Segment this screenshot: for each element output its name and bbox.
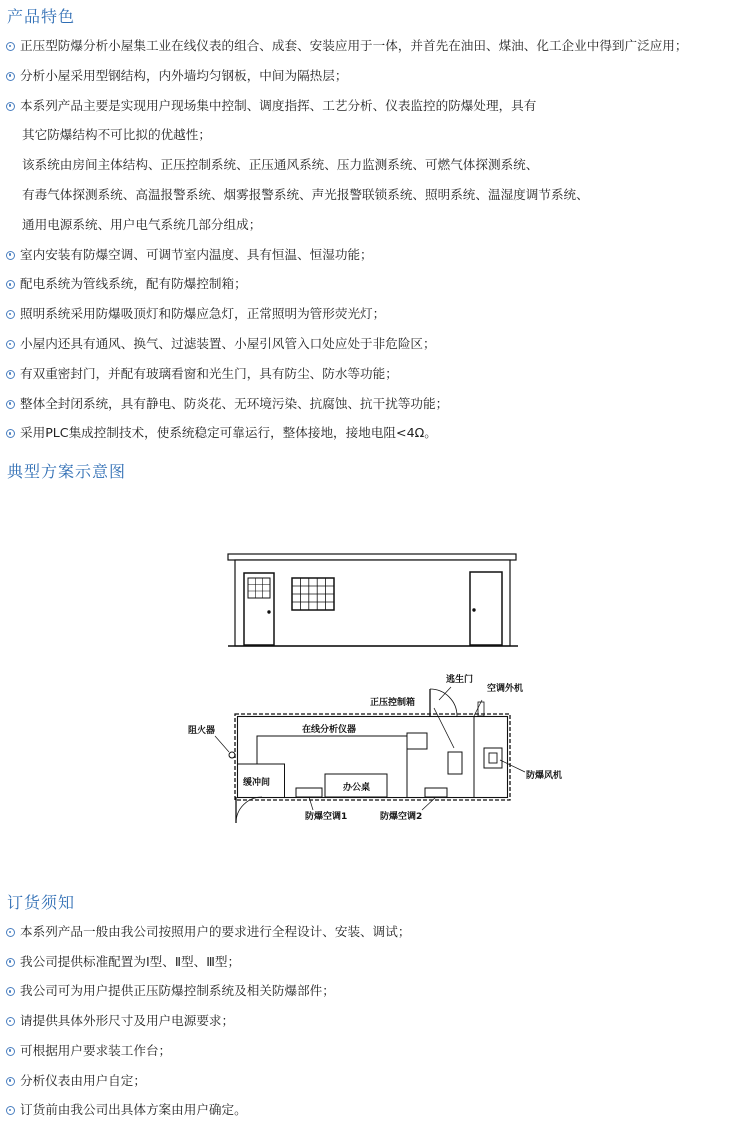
list-item: [6, 1041, 171, 1061]
list-item-text: 整体全封闭系统，具有静电、防炎花、无环境污染、抗腐蚀、抗干扰等功能；: [20, 395, 449, 411]
list-item-text: 订货前由我公司出具体方案由用户确定。: [20, 1102, 247, 1118]
label-buffer-room: 缓冲间: [243, 778, 271, 788]
bullet-circle-icon: [6, 251, 15, 260]
bullet-circle-icon: [6, 72, 15, 81]
label-flame-arrester: 阻火器: [188, 726, 216, 736]
list-item-text: 分析仪表由用户自定；: [20, 1072, 146, 1088]
list-item-text: 请提供具体外形尺寸及用户电源要求；: [20, 1013, 235, 1029]
bullet-circle-icon: [6, 987, 15, 996]
list-item: [6, 394, 448, 414]
list-item-text: 本系列产品一般由我公司按照用户的要求进行全程设计、安装、调试；: [20, 924, 411, 939]
list-item: [6, 96, 536, 116]
bullet-circle-icon: [6, 928, 15, 937]
features-title: 产品特色: [7, 7, 76, 26]
label-desk: 办公桌: [343, 783, 371, 793]
bullet-circle-icon: [6, 370, 15, 379]
list-item-text: 通用电源系统、用户电气系统几部分组成；: [22, 216, 262, 232]
list-item: [6, 245, 373, 265]
list-item-text: 小屋内还具有通风、换气、过滤装置、小屋引风管入口处应处于非危险区；: [20, 336, 436, 351]
list-item: [22, 185, 589, 205]
list-item: [22, 215, 261, 235]
list-item: [6, 922, 410, 942]
list-item: [6, 66, 347, 86]
elevation-view: [228, 554, 518, 646]
list-item: [22, 125, 211, 145]
list-item-text: 该系统由房间主体结构、正压控制系统、正压通风系统、压力监测系统、可燃气体探测系统、: [22, 157, 539, 173]
bullet-circle-icon: [6, 1106, 15, 1115]
label-pressure-box: 正压控制箱: [370, 698, 416, 708]
scheme-diagram: [0, 540, 750, 840]
list-item-text: 正压型防爆分析小屋集工业在线仪表的组合、成套、安装应用于一体，并首先在油田、煤油、化工企业中得到广泛应用；: [20, 38, 688, 53]
list-item-text: 我公司提供标准配置为Ⅰ型、Ⅱ型、Ⅲ型；: [20, 953, 241, 969]
list-item-text: 采用PLC集成控制技术，使系统稳定可靠运行，整体接地，接地电阻<4Ω。: [20, 425, 437, 441]
bullet-circle-icon: [6, 340, 15, 349]
bullet-circle-icon: [6, 310, 15, 319]
bullet-circle-icon: [6, 958, 15, 967]
list-item-text: 有双重密封门，并配有玻璃看窗和光生门，具有防尘、防水等功能；: [20, 365, 398, 381]
label-ac2: 防爆空调2: [380, 812, 423, 822]
label-ac-outdoor: 空调外机: [487, 684, 524, 694]
list-item: [6, 274, 247, 294]
bullet-circle-icon: [6, 1077, 15, 1086]
list-item: [6, 1100, 247, 1120]
list-item: [6, 423, 437, 443]
bullet-circle-icon: [6, 102, 15, 111]
list-item-text: 可根据用户要求装工作台；: [20, 1042, 172, 1058]
list-item: [6, 952, 240, 972]
list-item: [6, 1071, 146, 1091]
list-item-text: 其它防爆结构不可比拟的优越性；: [22, 127, 211, 143]
list-item-text: 分析小屋采用型钢结构，内外墙均匀钢板，中间为隔热层；: [20, 67, 348, 83]
bullet-circle-icon: [6, 1047, 15, 1056]
list-item: [6, 304, 385, 324]
list-item-text: 我公司可为用户提供正压防爆控制系统及相关防爆部件；: [20, 983, 335, 999]
label-analyzer: 在线分析仪器: [302, 725, 357, 735]
scheme-title: 典型方案示意图: [7, 462, 127, 481]
label-ac1: 防爆空调1: [305, 812, 348, 822]
bullet-circle-icon: [6, 400, 15, 409]
list-item: [6, 981, 335, 1001]
list-item: [6, 36, 687, 56]
list-item: [6, 1011, 234, 1031]
bullet-circle-icon: [6, 1017, 15, 1026]
list-item-text: 有毒气体探测系统、高温报警系统、烟雾报警系统、声光报警联锁系统、照明系统、温湿度调节系统、: [22, 187, 589, 202]
list-item: [6, 334, 436, 354]
list-item: [22, 155, 538, 175]
list-item-text: 本系列产品主要是实现用户现场集中控制、调度指挥、工艺分析、仪表监控的防爆处理，具有: [20, 97, 537, 113]
label-escape-door: 逃生门: [446, 675, 474, 685]
list-item: [6, 364, 398, 384]
ordering-title: 订货须知: [7, 893, 76, 912]
bullet-circle-icon: [6, 429, 15, 438]
bullet-circle-icon: [6, 280, 15, 289]
bullet-circle-icon: [6, 42, 15, 51]
label-fan: 防爆风机: [526, 771, 563, 781]
list-item-text: 照明系统采用防爆吸顶灯和防爆应急灯，正常照明为管形荧光灯；: [20, 306, 386, 322]
list-item-text: 配电系统为管线系统，配有防爆控制箱；: [20, 276, 247, 292]
list-item-text: 室内安装有防爆空调、可调节室内温度、具有恒温、恒湿功能；: [20, 246, 373, 262]
